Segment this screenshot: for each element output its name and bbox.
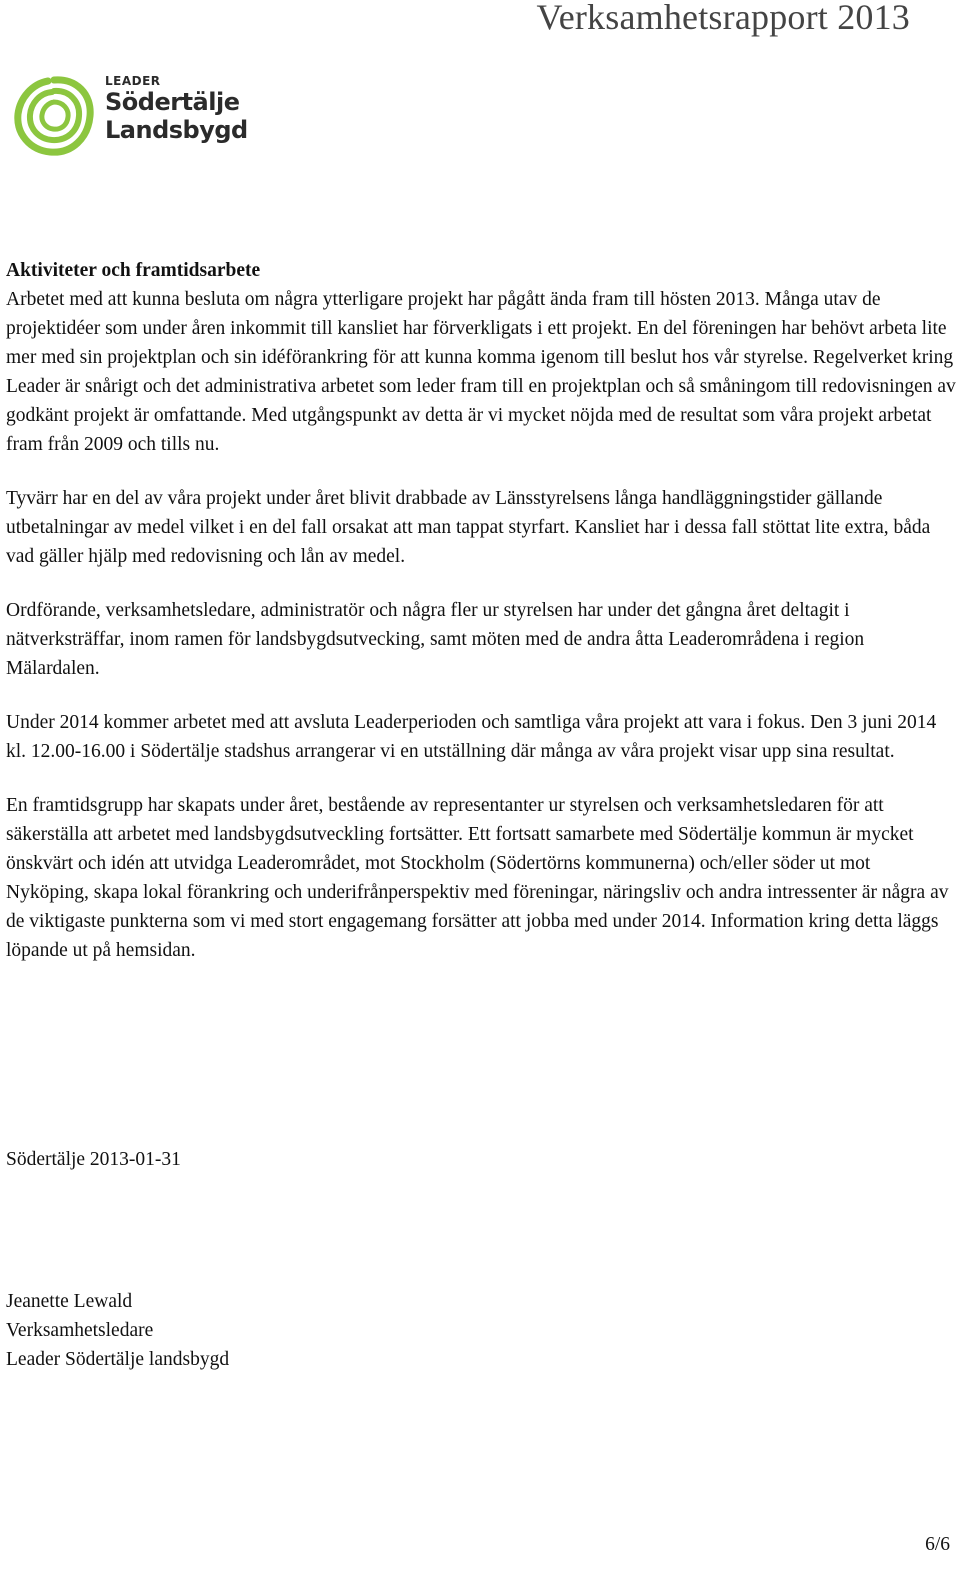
logo-line-sodertalje: Södertälje <box>105 88 240 116</box>
report-title: Verksamhetsrapport 2013 <box>536 0 910 37</box>
paragraph-1 <box>6 256 956 459</box>
signatory-org: Leader Södertälje landsbygd <box>6 1349 230 1370</box>
report-body <box>6 256 956 990</box>
logo-leader-text: LEADER <box>105 74 161 88</box>
paragraph-3: Ordförande, verksamhetsledare, administratör och några fler ur styrelsen har under det gångna året deltagit i nätverksträffar, inom ramen för landsbygdsutvecking, samt möten med de andra åtta Leaderområdena i region Mälardalen. <box>6 600 865 679</box>
paragraph-text: Arbetet med att kunna besluta om några ytterligare projekt har pågått ända fram till hösten 2013. Många utav de projektidéer som under åren inkommit till kansliet har förverkligats i ett projekt. En del föreningen har behövt arbeta lite mer med sin projektplan och sin idéförankring för att kunna komma igenom till beslut hos vår styrelse. Regelverket kring Leader är snårigt och det administrativa arbetet som leder fram till en projektplan och så småningom till redovisningen av godkänt projekt är omfattande. Med utgångspunkt av detta är vi mycket nöjda med de resultat som våra projekt arbetat fram från 2009 och tills nu. <box>6 289 956 455</box>
leader-logo <box>12 74 252 164</box>
paragraph-4: Under 2014 kommer arbetet med att avsluta Leaderperioden och samtliga våra projekt att vara i fokus. Den 3 juni 2014 kl. 12.00-16.00 i Södertälje stadshus arrangerar vi en utställning där många av våra projekt visar upp sina resultat. <box>6 712 937 762</box>
place-date: Södertälje 2013-01-31 <box>6 1149 181 1170</box>
logo-line-landsbygd: Landsbygd <box>105 116 248 144</box>
page-number: 6/6 <box>925 1534 950 1555</box>
paragraph-2: Tyvärr har en del av våra projekt under året blivit drabbade av Länsstyrelsens långa handläggningstider gällande utbetalningar av medel vilket i en del fall orsakat att man tappat styrfart. Kansliet har i dessa fall stöttat lite extra, båda vad gäller hjälp med redovisning och lån av medel. <box>6 488 931 567</box>
leader-swirl-icon <box>12 74 96 158</box>
signatory-role: Verksamhetsledare <box>6 1320 154 1341</box>
section-heading: Aktiviteter och framtidsarbete <box>6 260 261 281</box>
signatory-block <box>6 1287 229 1374</box>
paragraph-5: En framtidsgrupp har skapats under året, bestående av representanter ur styrelsen och verksamhetsledaren för att säkerställa att arbetet med landsbygdsutveckling fortsätter. Ett fortsatt samarbete med Södertälje kommun är mycket önskvärt och idén att utvidga Leaderområdet, mot Stockholm (Södertörns kommunerna) och/eller söder ut mot Nyköping, skapa lokal förankring och underifrånperspektiv med föreningar, näringsliv och andra intressenter är några av de viktigaste punkterna som vi med stort engagemang forsätter att jobba med under 2014. Information kring detta läggs löpande ut på hemsidan. <box>6 795 949 961</box>
signatory-name: Jeanette Lewald <box>6 1291 133 1312</box>
